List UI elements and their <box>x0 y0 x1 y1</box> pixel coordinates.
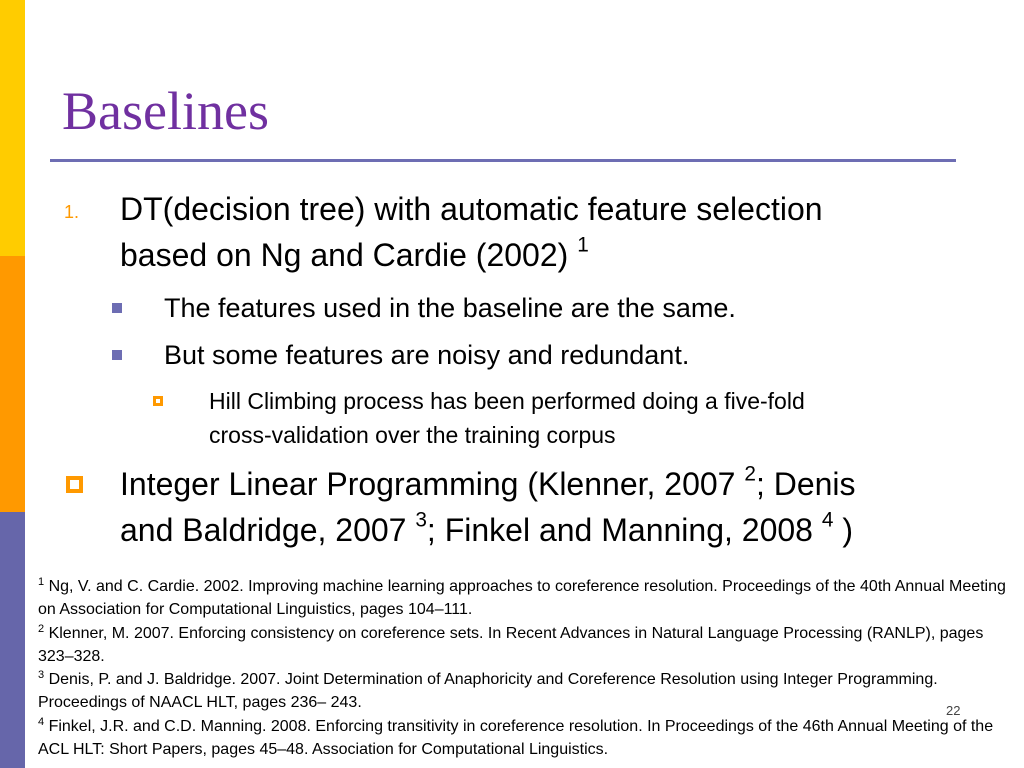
sub-item-features-same: The features used in the baseline are the same. <box>164 293 736 323</box>
list-item-dt-baseline <box>120 186 823 278</box>
list-item-text: ; Finkel and Manning, 2008 <box>426 512 813 548</box>
left-accent-bar-blue <box>0 512 25 768</box>
footnote-ref: 3 <box>415 508 427 532</box>
footnote-ref: 2 <box>744 462 756 486</box>
footnote-text: Finkel, J.R. and C.D. Manning. 2008. Enforcing transitivity in coreference resolution. In Proceedings of the 46th Annual Meeting of the ACL HLT: Short Papers, pages 45–48. Association for Computational Linguistics. <box>38 717 994 759</box>
list-item-ilp <box>120 461 856 553</box>
slide-number: 22 <box>946 703 961 718</box>
footnote-ref: 4 <box>821 508 834 532</box>
footnote <box>38 622 1008 669</box>
footnote <box>38 668 1008 715</box>
left-accent-bar-orange <box>0 256 25 512</box>
list-item-text: Integer Linear Programming (Klenner, 2007 <box>120 466 736 502</box>
list-item-line: DT(decision tree) with automatic feature selection <box>120 191 823 227</box>
sub-item-features-noisy: But some features are noisy and redundant. <box>164 340 690 370</box>
hollow-square-bullet-icon <box>66 476 83 493</box>
list-item-text: based on Ng and Cardie (2002) <box>120 237 569 273</box>
footnote-number: 2 <box>38 622 45 635</box>
title-divider <box>50 159 956 162</box>
footnote <box>38 575 1008 622</box>
footnote-text: Ng, V. and C. Cardie. 2002. Improving machine learning approaches to coreference resolution. Proceedings of the 40th Annual Meeting on Association for Computational Linguistics, pages 104–111. <box>38 578 1006 619</box>
sub-sub-item-hill-climbing <box>209 384 805 452</box>
footnote-number: 1 <box>38 576 45 588</box>
list-item-line <box>120 461 856 507</box>
left-accent-bar-yellow <box>0 0 25 256</box>
footnotes <box>38 575 1008 761</box>
footnote <box>38 715 1008 762</box>
footnote-text: Klenner, M. 2007. Enforcing consistency on coreference sets. In Recent Advances in Natural Language Processing (RANLP), pages 323–328. <box>38 624 984 665</box>
list-item-text: and Baldridge, 2007 <box>120 512 407 548</box>
footnote-ref: 1 <box>577 233 589 257</box>
square-bullet-icon <box>112 350 122 360</box>
list-item-text: ) <box>833 512 853 548</box>
list-item-line: cross-validation over the training corpus <box>209 422 616 448</box>
numbered-marker: 1. <box>64 202 80 222</box>
hollow-square-bullet-icon <box>153 396 163 406</box>
footnote-number: 3 <box>38 669 45 682</box>
footnote-text: Denis, P. and J. Baldridge. 2007. Joint Determination of Anaphoricity and Coreference Resolution using Integer Programming. Proceedings of NAACL HLT, pages 236– 243. <box>38 671 938 712</box>
list-item-line: Hill Climbing process has been performed doing a five-fold <box>209 388 805 414</box>
list-item-line <box>120 507 856 553</box>
slide-title: Baselines <box>62 81 269 141</box>
footnote-number: 4 <box>38 715 45 728</box>
list-item-text: ; Denis <box>755 466 856 502</box>
list-item-line <box>120 232 823 278</box>
square-bullet-icon <box>112 303 122 313</box>
